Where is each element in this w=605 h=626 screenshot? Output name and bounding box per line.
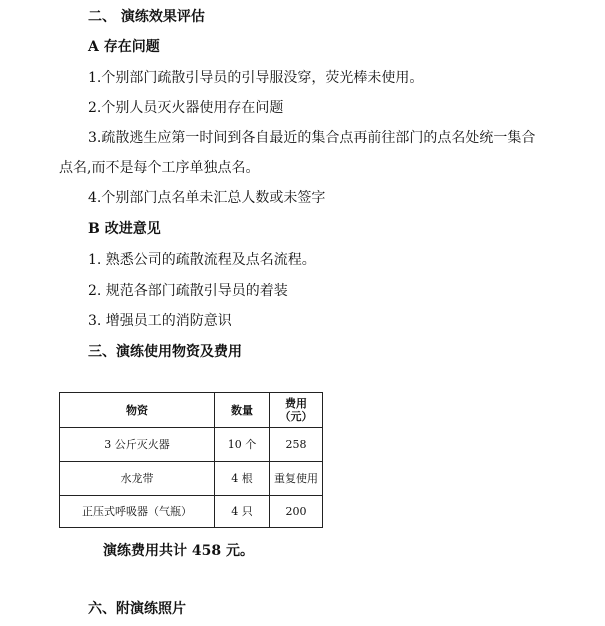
cell-cost: 200 <box>270 496 323 528</box>
suggestion-item-1: 1. 熟悉公司的疏散流程及点名流程。 <box>88 252 316 268</box>
cell-quantity: 10 个 <box>215 428 270 462</box>
cell-item: 水龙带 <box>60 462 215 496</box>
table-row <box>60 428 323 462</box>
header-quantity: 数量 <box>215 393 270 428</box>
problem-item-1: 1.个别部门疏散引导员的引导服没穿，荧光棒未使用。 <box>88 70 424 86</box>
problem-item-2: 2.个别人员灭火器使用存在问题 <box>88 100 284 116</box>
cell-item: 3 公斤灭火器 <box>60 428 215 462</box>
problem-item-3-continued: 点名,而不是每个工序单独点名。 <box>59 160 260 176</box>
problem-item-4: 4.个别部门点名单未汇总人数或未签字 <box>88 190 326 206</box>
header-item: 物资 <box>60 393 215 428</box>
suggestions-heading: B 改进意见 <box>88 221 161 237</box>
problems-heading: A 存在问题 <box>88 39 160 55</box>
cell-item: 正压式呼吸器（气瓶） <box>60 496 215 528</box>
section2-heading: 二、 演练效果评估 <box>88 9 205 25</box>
cell-cost: 重复使用 <box>270 462 323 496</box>
section3-heading: 三、演练使用物资及费用 <box>88 344 242 360</box>
suggestion-item-2: 2. 规范各部门疏散引导员的着装 <box>88 283 288 299</box>
total-cost: 演练费用共计 458 元。 <box>103 543 254 559</box>
cell-quantity: 4 根 <box>215 462 270 496</box>
table-header-row <box>60 393 323 428</box>
table-row <box>60 496 323 528</box>
cell-quantity: 4 只 <box>215 496 270 528</box>
suggestion-item-3: 3. 增强员工的消防意识 <box>88 313 232 329</box>
materials-cost-table <box>59 392 323 528</box>
header-cost: 费用（元） <box>270 393 323 428</box>
problem-item-3: 3.疏散逃生应第一时间到各自最近的集合点再前往部门的点名处统一集合 <box>88 130 536 146</box>
cell-cost: 258 <box>270 428 323 462</box>
section6-heading: 六、附演练照片 <box>88 601 186 617</box>
table-row <box>60 462 323 496</box>
